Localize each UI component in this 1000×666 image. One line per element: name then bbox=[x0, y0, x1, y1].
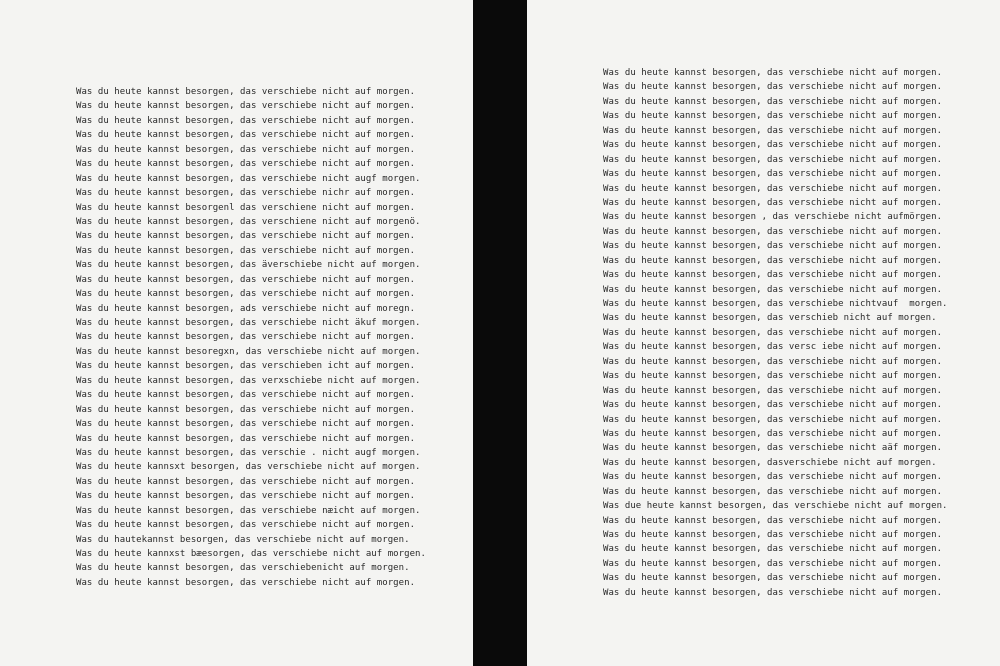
typed-line: Was du heute kannst besorgen, das verschiebe nicht auf morgen. bbox=[76, 130, 416, 141]
typed-line: Was du heute kannst besorgen, das verschiebe nicht auf morgen. bbox=[603, 428, 943, 439]
typed-line: Was du heute kannst besorgen, das verschiebe nicht auf morgen. bbox=[603, 558, 943, 569]
typed-line: Was du heute kannst besorgen, das verschiebe nicht auf morgen. bbox=[603, 68, 943, 78]
typed-line: Was du heute kannst besorgen, das verschiebe nicht auf morgen. bbox=[603, 587, 943, 598]
typed-line: Was du heute kannst besorgen , das verschiebe nicht aufmörgen. bbox=[603, 212, 943, 223]
typed-line: Was du heute kannst besorgen, das verschiebe nicht auf morgen. bbox=[76, 159, 416, 170]
typed-line: Was du heute kannst besorgen, das verschiebe nicht auf morgen. bbox=[76, 390, 416, 401]
typed-line: Was du heute kannst besorgen, das verschiebe nicht auf morgen. bbox=[603, 140, 943, 151]
typed-line: Was du heute kannst besorgen, das verschiebe nichtvauf morgen. bbox=[603, 299, 948, 309]
typed-line: Was du heute kannst besorgen, das verschiebe nicht auf morgen. bbox=[76, 419, 416, 430]
typed-line: Was du heute kannst besorgen, das verschiebe nicht auf morgen. bbox=[76, 87, 416, 97]
typed-line: Was du heute kannst besorgen, das verschiebe nicht auf morgen. bbox=[76, 274, 416, 285]
typed-line: Was du heute kannst besorgen, das verschiebe nicht auf morgen. bbox=[603, 385, 943, 396]
typed-line: Was du heute kannst besorgen, das verschiebe nicht auf morgen. bbox=[76, 476, 416, 487]
typed-line: Was du heute kannst besorgen, das verschiebe nicht auf morgen. bbox=[603, 544, 943, 555]
typed-line: Was du heute kannst besorgen, das verschiebe næicht auf morgen. bbox=[76, 505, 421, 516]
typed-line: Was du heute kannst besorgen, das verschiebe nicht auf morgen. bbox=[76, 491, 416, 502]
typed-line: Was du heute kannst besorgen, das verschiebe nicht auf morgen. bbox=[603, 183, 943, 194]
typed-line: Was du heute kannst besorgenl das verschiene nicht auf morgen. bbox=[76, 202, 416, 213]
typed-line: Was du heute kannst besorgen, das verschiebe nicht auf morgen. bbox=[76, 144, 416, 155]
typed-line: Was du heute kannst besorgen, das verschiebe nicht auf morgen. bbox=[76, 115, 416, 126]
typed-line: Was du heute kannst besorgen, das verschiebe nicht auf morgen. bbox=[76, 289, 416, 300]
typed-line: Was du heute kannst besorgen, das verschiebe nicht auf morgen. bbox=[603, 284, 943, 295]
typed-line: Was du heute kannst besorgen, das verschiebe nicht äkuf morgen. bbox=[76, 318, 421, 328]
typed-line: Was du heute kannst besorgen, das verschiebe nicht auf morgen. bbox=[603, 226, 943, 237]
typed-line: Was du heute kannst besorgen, das verschiebe nicht auf morgen. bbox=[603, 255, 943, 266]
typed-line: Was due heute kannst besorgen, das verschiebe nicht auf morgen. bbox=[603, 501, 948, 512]
typed-line: Was du heute kannst besorgen, das verschiebe nicht auf morgen. bbox=[603, 327, 943, 338]
typed-line: Was du heute kannst besorgen, das verschiebe nicht auf morgen. bbox=[603, 125, 943, 136]
typed-line: Was du heute kannst besorgen, das verschiebe nicht auf morgen. bbox=[603, 414, 943, 425]
typed-line: Was du heute kannst besorgen, das verschiebe nicht auf morgen. bbox=[76, 231, 416, 242]
typed-line: Was du heute kannst besorgen, das verschiebe nicht auf morgen. bbox=[603, 197, 943, 208]
typed-line: Was du heute kannst besorgen, dasverschiebe nicht auf morgen. bbox=[603, 457, 937, 468]
typed-line: Was du heute kannst besorgen, das verschiebe nicht auf morgen. bbox=[603, 371, 943, 382]
typed-line: Was du heute kannst besorgen, das verschiebe nicht auf morgen. bbox=[603, 169, 943, 180]
typed-line: Was du heute kannst besorgen, das verschiebe nicht auf morgen. bbox=[603, 486, 943, 497]
typed-line: Was du heute kannst besorgen, das verschiebe nicht aäf morgen. bbox=[603, 443, 943, 454]
typed-line: Was du heute kannst besorgen, ads verschiebe nicht auf moregn. bbox=[76, 303, 416, 314]
typed-line: Was du heute kannst besorgen, das verschiebe nicht auf morgen. bbox=[603, 96, 943, 107]
typed-line: Was du heute kannst besorgen, das verschiebe nicht auf morgen. bbox=[603, 356, 943, 367]
typed-line: Was du heute kannst besorgen, das äverschiebe nicht auf morgen. bbox=[76, 260, 421, 271]
typed-line: Was du heute kannst besorgen, das verschiebenicht auf morgen. bbox=[76, 563, 410, 574]
typed-line: Was du heute kannst besorgen, das verschiebe nicht auf morgen. bbox=[603, 111, 943, 122]
typed-line: Was du heute kannst besorgen, das verschiebe nicht auf morgen. bbox=[603, 82, 943, 93]
typed-line: Was du heute kannst besoregxn, das verschiebe nicht auf morgen. bbox=[76, 346, 421, 357]
typed-line: Was du heute kannst besorgen, das versc iebe nicht auf morgen. bbox=[603, 342, 943, 353]
typed-line: Was du heute kannst besorgen, das verschiebe nicht auf morgen. bbox=[603, 154, 943, 165]
typed-line: Was du heute kannst besorgen, das verschiebe nicht augf morgen. bbox=[76, 173, 421, 184]
typed-line: Was du heute kannst besorgen, das verschiebe nicht auf morgen. bbox=[603, 472, 943, 483]
typed-line: Was du heute kannst besorgen, das verschiebe nicht auf morgen. bbox=[603, 241, 943, 252]
typed-line: Was du heute kannst besorgen, das verschie . nicht augf morgen. bbox=[76, 447, 421, 458]
typed-line: Was du heute kannsxt besorgen, das verschiebe nicht auf morgen. bbox=[76, 462, 421, 473]
typed-line: Was du heute kannst besorgen, das verschiebe nicht auf morgen. bbox=[76, 520, 416, 531]
typed-line: Was du heute kannst besorgen, das verschiene nicht auf morgenö. bbox=[76, 216, 421, 227]
typed-line: Was du heute kannst besorgen, das verschieb nicht auf morgen. bbox=[603, 313, 937, 324]
typed-line: Was du heute kannst besorgen, das verschiebe nicht auf morgen. bbox=[76, 404, 416, 415]
typed-line: Was du heute kannst besorgen, das verschieben icht auf morgen. bbox=[76, 361, 416, 372]
typed-line: Was du heute kannst besorgen, das verschiebe nicht auf morgen. bbox=[76, 101, 416, 112]
typed-line: Was du hautekannst besorgen, das verschiebe nicht auf morgen. bbox=[76, 534, 410, 545]
typed-line: Was du heute kannst besorgen, das verschiebe nicht auf morgen. bbox=[76, 433, 416, 444]
typed-line: Was du heute kannxst bæesorgen, das verschiebe nicht auf morgen. bbox=[76, 549, 426, 559]
left-page-text-block bbox=[76, 85, 426, 590]
typed-line: Was du heute kannst besorgen, das verxschiebe nicht auf morgen. bbox=[76, 375, 421, 386]
typed-line: Was du heute kannst besorgen, das verschiebe nicht auf morgen. bbox=[76, 332, 416, 343]
typed-line: Was du heute kannst besorgen, das verschiebe nicht auf morgen. bbox=[603, 573, 943, 584]
typed-line: Was du heute kannst besorgen, das verschiebe nicht auf morgen. bbox=[603, 515, 943, 526]
page-gutter bbox=[473, 0, 527, 666]
typed-line: Was du heute kannst besorgen, das verschiebe nicht auf morgen. bbox=[76, 577, 416, 588]
typed-line: Was du heute kannst besorgen, das verschiebe nicht auf morgen. bbox=[603, 400, 943, 411]
typed-line: Was du heute kannst besorgen, das verschiebe nicht auf morgen. bbox=[76, 245, 416, 256]
typed-line: Was du heute kannst besorgen, das verschiebe nicht auf morgen. bbox=[603, 270, 943, 281]
typed-line: Was du heute kannst besorgen, das verschiebe nichr auf morgen. bbox=[76, 188, 416, 199]
typed-line: Was du heute kannst besorgen, das verschiebe nicht auf morgen. bbox=[603, 530, 943, 540]
right-page-text-block bbox=[603, 66, 948, 600]
